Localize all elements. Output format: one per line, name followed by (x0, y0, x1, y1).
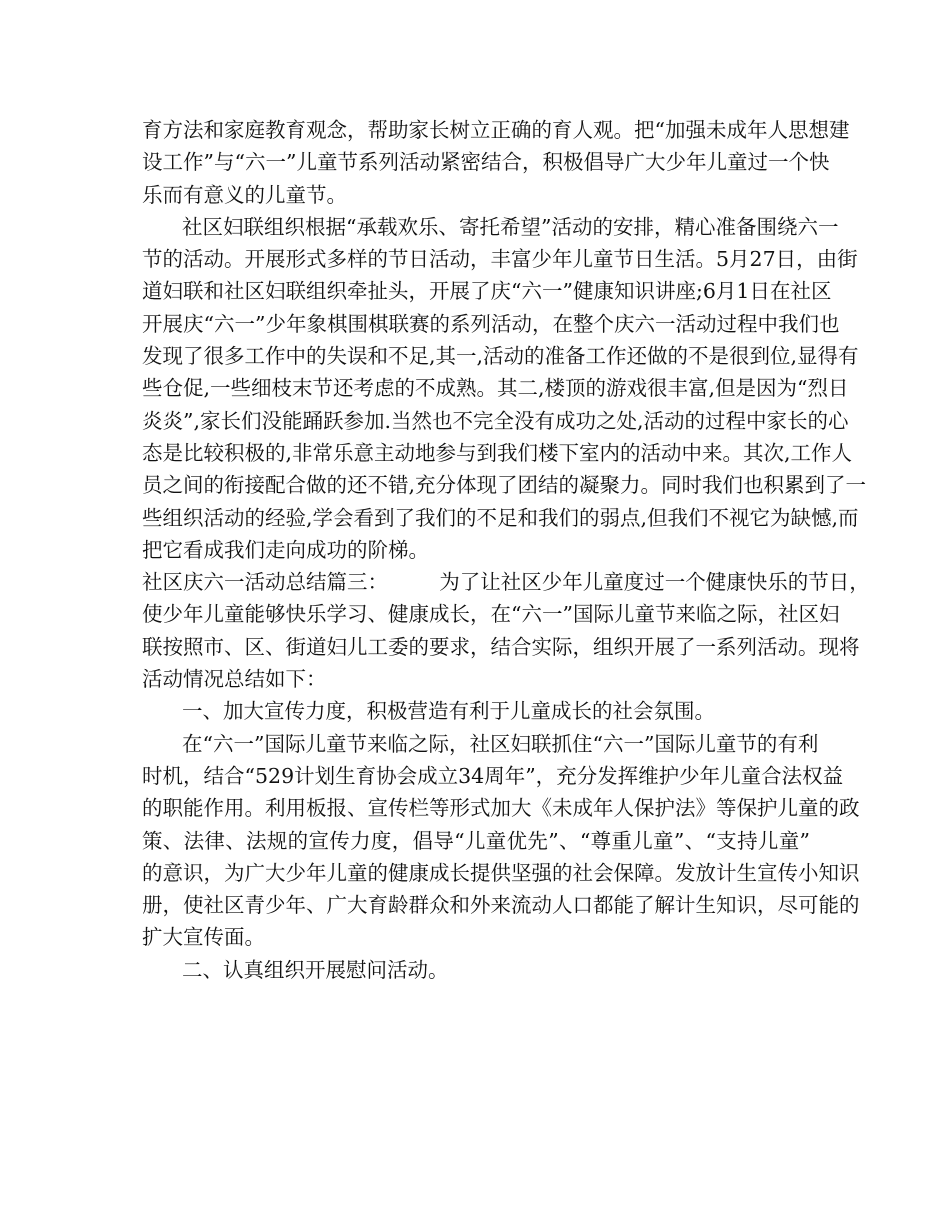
subheading-line: 二、认真组织开展慰问活动。 (182, 957, 449, 982)
text-line: 节的活动。开展形式多样的节日活动，丰富少年儿童节日生活。5月27日，由街 (142, 247, 858, 272)
text-line: 把它看成我们走向成功的阶梯。 (142, 537, 429, 562)
text-line: 在“六一”国际儿童节来临之际，社区妇联抓住“六一”国际儿童节的有利 (182, 731, 819, 756)
text-line: 册，使社区青少年、广大育龄群众和外来流动人口都能了解计生知识，尽可能的 (142, 893, 860, 918)
text-line: 发现了很多工作中的失误和不足,其一,活动的准备工作还做的不是很到位,显得有 (142, 344, 859, 369)
text-line: 时机，结合“529计划生育协会成立34周年”，充分发挥维护少年儿童合法权益 (142, 763, 844, 788)
text-line: 乐而有意义的儿童节。 (142, 182, 347, 207)
text-line: 的职能作用。利用板报、宣传栏等形式加大《未成年人保护法》等保护儿童的政 (142, 796, 860, 821)
text-line: 社区妇联组织根据“承载欢乐、寄托希望”活动的安排，精心准备围绕六一 (182, 214, 839, 239)
document-body (142, 114, 870, 986)
text-line: 员之间的衔接配合做的还不错,充分体现了团结的凝聚力。同时我们也积累到了一 (142, 473, 867, 498)
text-line: 的意识，为广大少年儿童的健康成长提供坚强的社会保障。发放计生宣传小知识 (142, 860, 860, 885)
text-line: 扩大宣传面。 (142, 925, 265, 950)
text-line: 炎炎”,家长们没能踊跃参加.当然也不完全没有成功之处,活动的过程中家长的心 (142, 408, 849, 433)
text-line: 道妇联和社区妇联组织牵扯头，开展了庆“六一”健康知识讲座;6月1日在社区 (142, 279, 832, 304)
text-line: 使少年儿童能够快乐学习、健康成长，在“六一”国际儿童节来临之际，社区妇 (142, 602, 840, 627)
section-heading-line: 社区庆六一活动总结篇三： 为了让社区少年儿童度过一个健康快乐的节日， (142, 570, 870, 595)
text-line: 策、法律、法规的宣传力度，倡导“儿童优先”、“尊重儿童”、“支持儿童” (142, 828, 810, 853)
text-line: 开展庆“六一”少年象棋围棋联赛的系列活动，在整个庆六一活动过程中我们也 (142, 311, 840, 336)
text-line: 些仓促,一些细枝末节还考虑的不成熟。其二,楼顶的游戏很丰富,但是因为“烈日 (142, 376, 849, 401)
text-line: 联按照市、区、街道妇儿工委的要求，结合实际，组织开展了一系列活动。现将 (142, 634, 860, 659)
text-line: 态是比较积极的,非常乐意主动地参与到我们楼下室内的活动中来。其次,工作人 (142, 440, 853, 465)
text-line: 活动情况总结如下： (142, 667, 327, 692)
text-line: 育方法和家庭教育观念，帮助家长树立正确的育人观。把“加强未成年人思想建 (142, 118, 850, 142)
text-line: 设工作”与“六一”儿童节系列活动紧密结合，积极倡导广大少年儿童过一个快 (142, 150, 830, 175)
text-line: 些组织活动的经验,学会看到了我们的不足和我们的弱点,但我们不视它为缺憾,而 (142, 505, 859, 530)
subheading-line: 一、加大宣传力度，积极营造有利于儿童成长的社会氛围。 (182, 699, 715, 724)
